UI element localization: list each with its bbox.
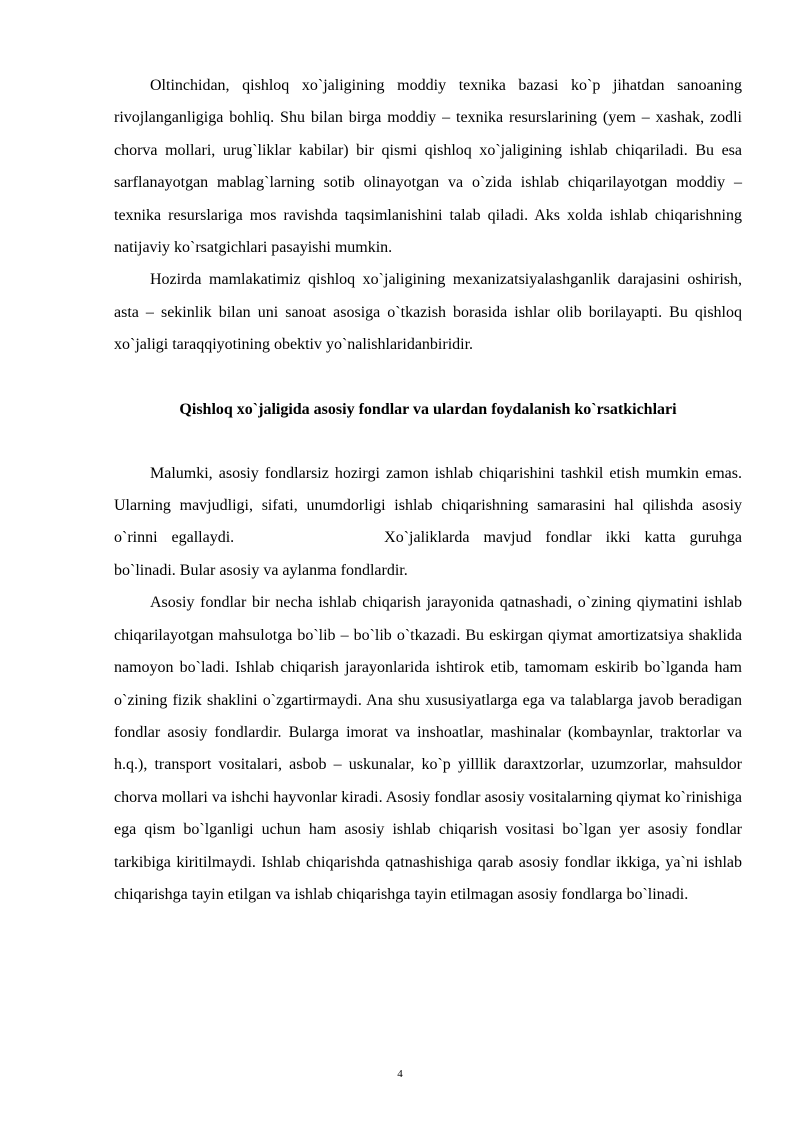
paragraph-1: Oltinchidan, qishloq xo`jaligining moddiy texnika bazasi ko`p jihatdan sanoaning rivojlanganligiga bohliq. Shu bilan birga moddiy – texnika resurslarining (yem – xashak, zodli chorva mollari, urug`liklar kabilar) bir qismi qishloq xo`jaligining ishlab chiqariladi. Bu esa sarflanayotgan mablag`larning sotib olinayotgan va o`zida ishlab chiqarilayotgan moddiy – texnika resurslariga mos ravishda taqsimlanishini talab qiladi. Aks xolda ishlab chiqarishning natijaviy ko`rsatgichlari pasayishi mumkin.	[114, 77, 742, 257]
paragraph-3-part-1: Malumki, asosiy fondlarsiz hozirgi zamon ishlab chiqarishini tashkil etish mumkin emas. Ularning mavjudligi, sifati, unumdorligi ishlab chiqarishning samarasini hal qilishda asosiy o`rinni egallaydi.	[114, 464, 742, 547]
document-page	[114, 70, 742, 911]
paragraph-3-part-2: Xo`jaliklarda mavjud fondlar ikki katta guruhga bo`linadi. Bular asosiy va aylanma fondlardir.	[114, 529, 742, 579]
paragraph-2: Hozirda mamlakatimiz qishloq xo`jaligining mexanizatsiyalashganlik darajasini oshirish, asta – sekinlik bilan uni sanoat asosiga o`tkazish borasida ishlar olib borilayapti. Bu qishloq xo`jaligi taraqqiyotining obektiv yo`nalishlaridanbiridir.	[114, 271, 742, 354]
section-heading: Qishloq xo`jaligida asosiy fondlar va ulardan foydalanish ko`rsatkichlari	[179, 400, 677, 418]
page-number: 4	[397, 1068, 403, 1080]
paragraph-4: Asosiy fondlar bir necha ishlab chiqarish jarayonida qatnashadi, o`zining qiymatini ishlab chiqarilayotgan mahsulotga bo`lib – bo`lib o`tkazadi. Bu eskirgan qiymat amortizatsiya shaklida namoyon bo`ladi. Ishlab chiqarish jarayonlarida ishtirok etib, tamomam eskirib bo`lganda ham o`zining fizik shaklini o`zgartirmaydi. Ana shu xususiyatlarga ega va talablarga javob beradigan fondlar asosiy fondlardir. Bularga imorat va inshoatlar, mashinalar (kombaynlar, traktorlar va h.q.), transport vositalari, asbob – uskunalar, ko`p yilllik daraxtzorlar, uzumzorlar, mahsuldor chorva mollari va ishchi hayvonlar kiradi. Asosiy fondlar asosiy vositalarning qiymat ko`rinishiga ega qism bo`lganligi uchun ham asosiy ishlab chiqarish vositasi bo`lgan yer asosiy fondlar tarkibiga kiritilmaydi. Ishlab chiqarishda qatnashishiga qarab asosiy fondlar ikkiga, ya`ni ishlab chiqarishga tayin etilgan va ishlab chiqarishga tayin etilmagan asosiy fondlarga bo`linadi.	[114, 594, 742, 903]
paragraph-3	[114, 458, 742, 588]
